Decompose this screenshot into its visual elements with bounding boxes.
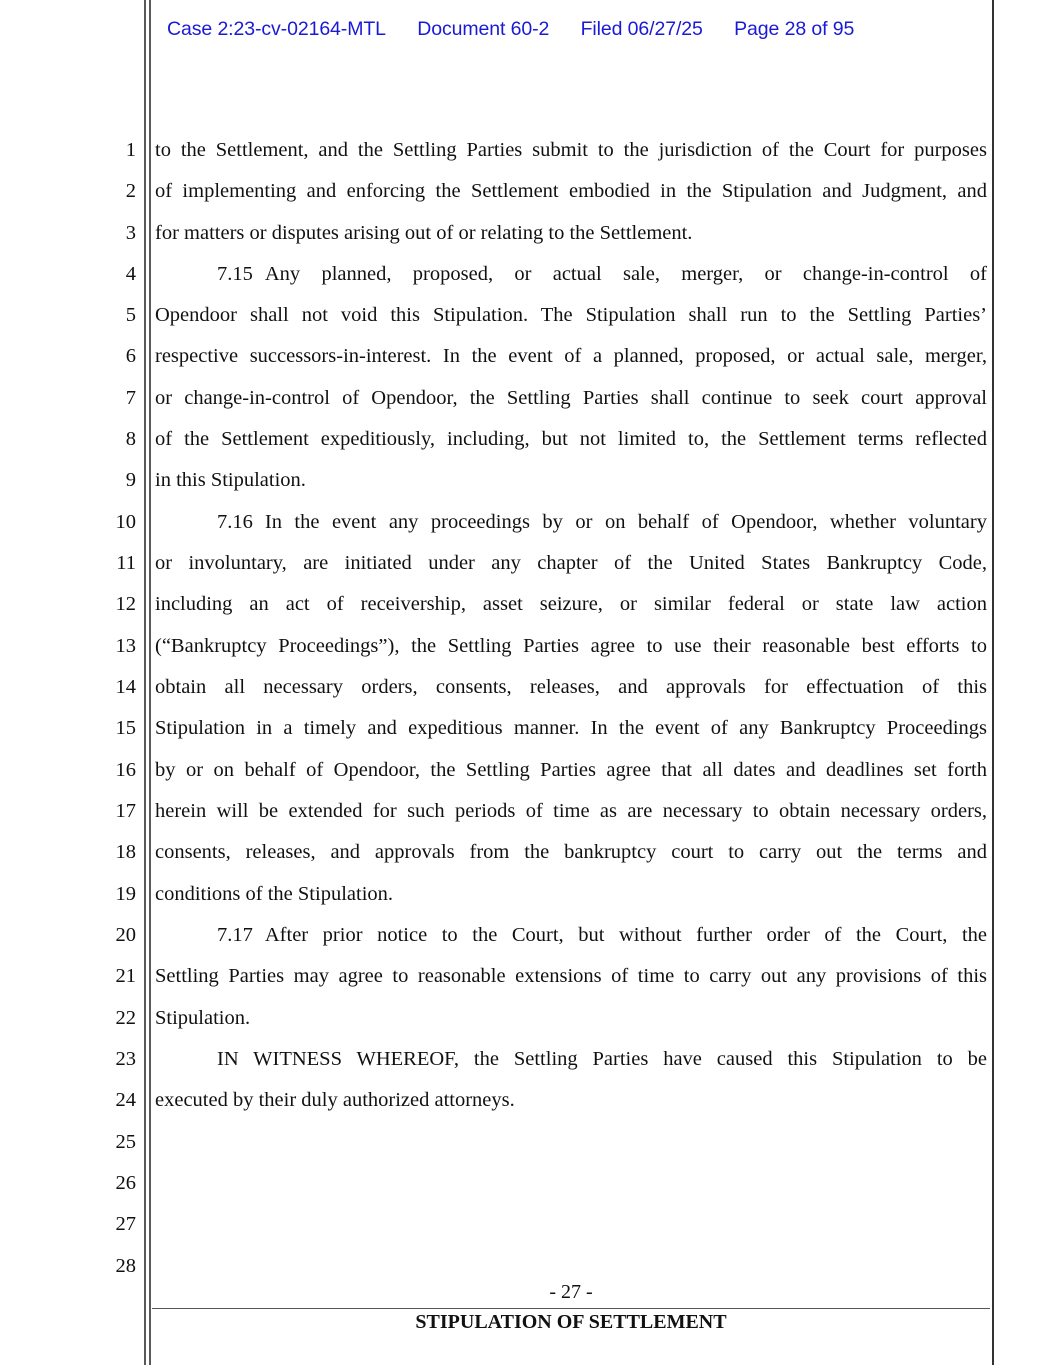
text-line: including an act of receivership, asset seizure, or similar federal or state law action bbox=[155, 593, 987, 615]
line-number: 10 bbox=[115, 511, 136, 533]
text-line: to the Settlement, and the Settling Parties submit to the jurisdiction of the Court for purposes bbox=[155, 139, 987, 161]
text-line: consents, releases, and approvals from the bankruptcy court to carry out the terms and bbox=[155, 841, 987, 863]
line-number: 15 bbox=[115, 717, 136, 739]
paragraph-7-15-first-line bbox=[155, 262, 987, 286]
line-number: 11 bbox=[116, 552, 136, 574]
line-number: 7 bbox=[125, 387, 136, 409]
text-line: in this Stipulation. bbox=[155, 469, 306, 491]
filed-date: Filed 06/27/25 bbox=[580, 18, 703, 40]
line-number: 4 bbox=[125, 263, 136, 285]
line-number: 14 bbox=[115, 676, 136, 698]
right-margin-rule bbox=[992, 0, 994, 1365]
paragraph-7-16-first-line bbox=[155, 510, 987, 534]
line-number: 8 bbox=[125, 428, 136, 450]
line-number: 20 bbox=[115, 924, 136, 946]
line-number: 5 bbox=[125, 304, 136, 326]
text-line: Settling Parties may agree to reasonable extensions of time to carry out any provisions of this bbox=[155, 965, 987, 987]
text-line: or change-in-control of Opendoor, the Settling Parties shall continue to seek court approval bbox=[155, 387, 987, 409]
text-line: obtain all necessary orders, consents, releases, and approvals for effectuation of this bbox=[155, 676, 987, 698]
line-number: 24 bbox=[115, 1089, 136, 1111]
line-number: 2 bbox=[125, 180, 136, 202]
text-line: Stipulation. bbox=[155, 1007, 251, 1029]
text-line: of implementing and enforcing the Settlement embodied in the Stipulation and Judgment, and bbox=[155, 180, 987, 202]
page-of-total: Page 28 of 95 bbox=[734, 18, 855, 40]
line-number: 9 bbox=[125, 469, 136, 491]
case-number: Case 2:23-cv-02164-MTL bbox=[167, 18, 386, 40]
text-line: herein will be extended for such periods of time as are necessary to obtain necessary orders, bbox=[155, 800, 987, 822]
line-number: 3 bbox=[125, 222, 136, 244]
text-line: respective successors-in-interest. In the event of a planned, proposed, or actual sale, merger, bbox=[155, 345, 987, 367]
text-line: (“Bankruptcy Proceedings”), the Settling Parties agree to use their reasonable best efforts to bbox=[155, 635, 987, 657]
text-line: After prior notice to the Court, but without further order of the Court, the bbox=[264, 924, 987, 946]
section-number: 7.17 bbox=[217, 924, 253, 946]
page-number: - 27 - bbox=[549, 1281, 593, 1303]
paragraph-7-17-first-line bbox=[155, 923, 987, 947]
ecf-filing-header bbox=[167, 18, 854, 41]
line-number: 12 bbox=[115, 593, 136, 615]
text-line: executed by their duly authorized attorneys. bbox=[155, 1089, 515, 1111]
text-line: conditions of the Stipulation. bbox=[155, 883, 394, 905]
line-number: 16 bbox=[115, 759, 136, 781]
left-margin-rule-inner bbox=[149, 0, 151, 1365]
section-number: 7.16 bbox=[217, 511, 253, 533]
line-number: 26 bbox=[115, 1172, 136, 1194]
line-number: 1 bbox=[125, 139, 136, 161]
line-number: 19 bbox=[115, 883, 136, 905]
text-line: Any planned, proposed, or actual sale, merger, or change-in-control of bbox=[264, 263, 987, 285]
footer-document-title: STIPULATION OF SETTLEMENT bbox=[415, 1311, 727, 1333]
line-number: 25 bbox=[115, 1131, 136, 1153]
line-number: 13 bbox=[115, 635, 136, 657]
line-number: 27 bbox=[115, 1213, 136, 1235]
line-number: 18 bbox=[115, 841, 136, 863]
text-line: Opendoor shall not void this Stipulation. The Stipulation shall run to the Settling Parties’ bbox=[155, 304, 987, 326]
text-line: or involuntary, are initiated under any chapter of the United States Bankruptcy Code, bbox=[155, 552, 987, 574]
line-number: 23 bbox=[115, 1048, 136, 1070]
line-number: 22 bbox=[115, 1007, 136, 1029]
text-line: for matters or disputes arising out of or relating to the Settlement. bbox=[155, 222, 693, 244]
text-line: In the event any proceedings by or on behalf of Opendoor, whether voluntary bbox=[264, 511, 987, 533]
witness-clause-first-line: IN WITNESS WHEREOF, the Settling Parties have caused this Stipulation to be bbox=[217, 1048, 987, 1070]
line-number: 6 bbox=[125, 345, 136, 367]
left-margin-rule-outer bbox=[144, 0, 146, 1365]
text-line: of the Settlement expeditiously, including, but not limited to, the Settlement terms reflected bbox=[155, 428, 987, 450]
document-number: Document 60-2 bbox=[417, 18, 550, 40]
text-line: by or on behalf of Opendoor, the Settling Parties agree that all dates and deadlines set forth bbox=[155, 759, 987, 781]
line-number: 28 bbox=[115, 1255, 136, 1277]
text-line: Stipulation in a timely and expeditious manner. In the event of any Bankruptcy Proceedings bbox=[155, 717, 987, 739]
line-number: 17 bbox=[115, 800, 136, 822]
footer-divider bbox=[152, 1308, 990, 1309]
line-number: 21 bbox=[115, 965, 136, 987]
section-number: 7.15 bbox=[217, 263, 253, 285]
